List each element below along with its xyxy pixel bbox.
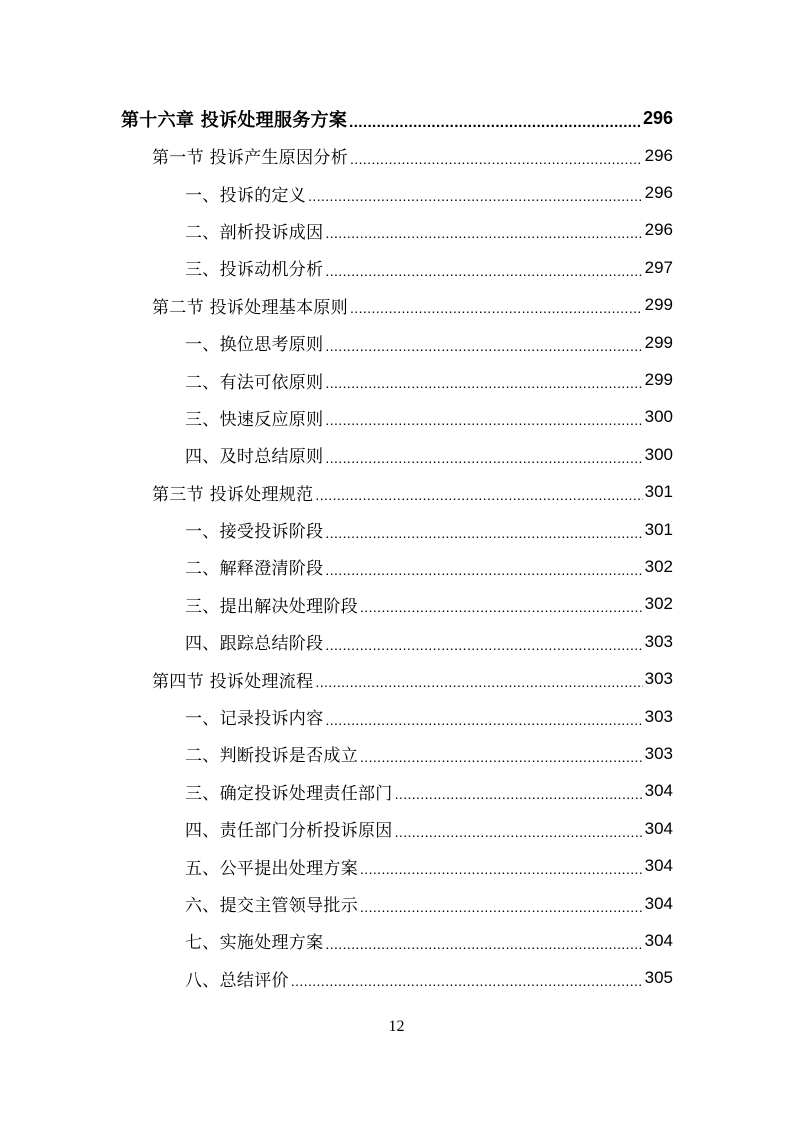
toc-entry-title: 四、及时总结原则 xyxy=(185,447,324,468)
toc-entry-page: 303 xyxy=(644,743,673,763)
toc-dot-leader xyxy=(395,784,643,804)
toc-entry-page: 305 xyxy=(644,968,673,988)
toc-dot-leader xyxy=(325,448,642,468)
toc-entry-page: 299 xyxy=(644,332,673,352)
toc-dot-leader xyxy=(315,485,642,505)
toc-subsection-entry[interactable] xyxy=(0,511,793,548)
toc-entry-page: 303 xyxy=(644,669,673,689)
toc-entry-page: 300 xyxy=(644,444,673,464)
toc-entry-title: 八、总结评价 xyxy=(185,970,289,991)
toc-dot-leader xyxy=(325,934,642,954)
toc-entry-title: 二、判断投诉是否成立 xyxy=(185,746,358,767)
toc-entry-page: 304 xyxy=(644,893,673,913)
toc-entry-title: 第三节 投诉处理规范 xyxy=(152,484,314,505)
toc-entry-page: 304 xyxy=(644,818,673,838)
toc-entry-title: 七、实施处理方案 xyxy=(185,933,324,954)
toc-entry-page: 296 xyxy=(644,183,673,203)
toc-dot-leader xyxy=(325,410,642,430)
toc-entry-page: 302 xyxy=(644,594,673,614)
toc-dot-leader xyxy=(350,149,643,169)
toc-dot-leader xyxy=(360,897,643,917)
toc-entry-page: 303 xyxy=(644,706,673,726)
toc-subsection-entry[interactable] xyxy=(0,623,793,660)
toc-dot-leader xyxy=(350,298,643,318)
toc-dot-leader xyxy=(349,112,641,132)
toc-dot-leader xyxy=(315,672,642,692)
toc-entry-title: 第二节 投诉处理基本原则 xyxy=(152,297,349,318)
toc-section-entry[interactable] xyxy=(0,287,793,324)
toc-entry-title: 第四节 投诉处理流程 xyxy=(152,671,314,692)
toc-entry-page: 296 xyxy=(644,220,673,240)
toc-entry-page: 297 xyxy=(644,257,673,277)
toc-dot-leader xyxy=(360,747,643,767)
toc-dot-leader xyxy=(325,523,642,543)
toc-entry-page: 304 xyxy=(644,930,673,950)
toc-subsection-entry[interactable] xyxy=(0,436,793,473)
page-number: 12 xyxy=(388,1018,405,1035)
toc-entry-page: 304 xyxy=(644,781,673,801)
toc-entry-title: 第一节 投诉产生原因分析 xyxy=(152,148,349,169)
toc-dot-leader xyxy=(325,710,642,730)
toc-subsection-entry[interactable] xyxy=(0,174,793,211)
toc-entry-title: 一、换位思考原则 xyxy=(185,335,324,356)
toc-subsection-entry[interactable] xyxy=(0,698,793,735)
toc-dot-leader xyxy=(360,859,643,879)
toc-entry-title: 四、责任部门分析投诉原因 xyxy=(185,821,393,842)
toc-dot-leader xyxy=(395,822,643,842)
toc-section-entry[interactable] xyxy=(0,474,793,511)
toc-subsection-entry[interactable] xyxy=(0,212,793,249)
toc-entry-page: 299 xyxy=(644,295,673,315)
toc-entry-title: 五、公平提出处理方案 xyxy=(185,858,358,879)
toc-entry-title: 二、解释澄清阶段 xyxy=(185,559,324,580)
toc-entry-page: 296 xyxy=(642,108,673,128)
toc-entry-title: 六、提交主管领导批示 xyxy=(185,896,358,916)
toc-entry-page: 299 xyxy=(644,370,673,390)
toc-entry-title: 四、跟踪总结阶段 xyxy=(185,634,324,655)
toc-entry-title: 一、记录投诉内容 xyxy=(185,709,324,730)
toc-subsection-entry[interactable] xyxy=(0,361,793,398)
toc-dot-leader xyxy=(325,373,642,393)
toc-entry-page: 303 xyxy=(644,631,673,651)
toc-subsection-entry[interactable] xyxy=(0,922,793,959)
toc-subsection-entry[interactable] xyxy=(0,324,793,361)
toc-entry-title: 二、有法可依原则 xyxy=(185,372,324,393)
toc-dot-leader xyxy=(325,560,642,580)
toc-subsection-entry[interactable] xyxy=(0,960,793,997)
toc-dot-leader xyxy=(291,971,643,991)
toc-entry-title: 第十六章 投诉处理服务方案 xyxy=(121,109,348,131)
toc-entry-title: 三、快速反应原则 xyxy=(185,409,324,430)
toc-section-entry[interactable] xyxy=(0,137,793,174)
toc-subsection-entry[interactable] xyxy=(0,847,793,884)
toc-entry-page: 302 xyxy=(644,556,673,576)
toc-entry-title: 一、投诉的定义 xyxy=(185,185,307,206)
toc-dot-leader xyxy=(360,597,643,617)
toc-subsection-entry[interactable] xyxy=(0,586,793,623)
toc-subsection-entry[interactable] xyxy=(0,249,793,286)
toc-subsection-entry[interactable] xyxy=(0,548,793,585)
toc-entry-title: 二、剖析投诉成因 xyxy=(185,222,324,243)
toc-entry-page: 296 xyxy=(644,145,673,165)
toc-chapter-entry[interactable] xyxy=(0,100,793,137)
toc-dot-leader xyxy=(325,336,642,356)
toc-subsection-entry[interactable] xyxy=(0,810,793,847)
toc-subsection-entry[interactable] xyxy=(0,773,793,810)
toc-subsection-entry[interactable] xyxy=(0,735,793,772)
toc-dot-leader xyxy=(308,186,643,206)
toc-entry-title: 三、确定投诉处理责任部门 xyxy=(185,783,393,804)
toc-entry-page: 304 xyxy=(644,856,673,876)
toc-entry-title: 一、接受投诉阶段 xyxy=(185,522,324,543)
toc-dot-leader xyxy=(325,261,642,281)
toc-subsection-entry[interactable] xyxy=(0,399,793,436)
toc-entry-title: 三、提出解决处理阶段 xyxy=(185,596,358,617)
toc-entry-page: 301 xyxy=(644,482,673,502)
toc-subsection-entry[interactable] xyxy=(0,885,793,922)
toc-dot-leader xyxy=(325,223,642,243)
toc-dot-leader xyxy=(325,635,642,655)
toc-entry-page: 300 xyxy=(644,407,673,427)
table-of-contents xyxy=(0,100,793,997)
toc-entry-title: 三、投诉动机分析 xyxy=(185,260,324,281)
toc-entry-page: 301 xyxy=(644,519,673,539)
toc-section-entry[interactable] xyxy=(0,660,793,697)
